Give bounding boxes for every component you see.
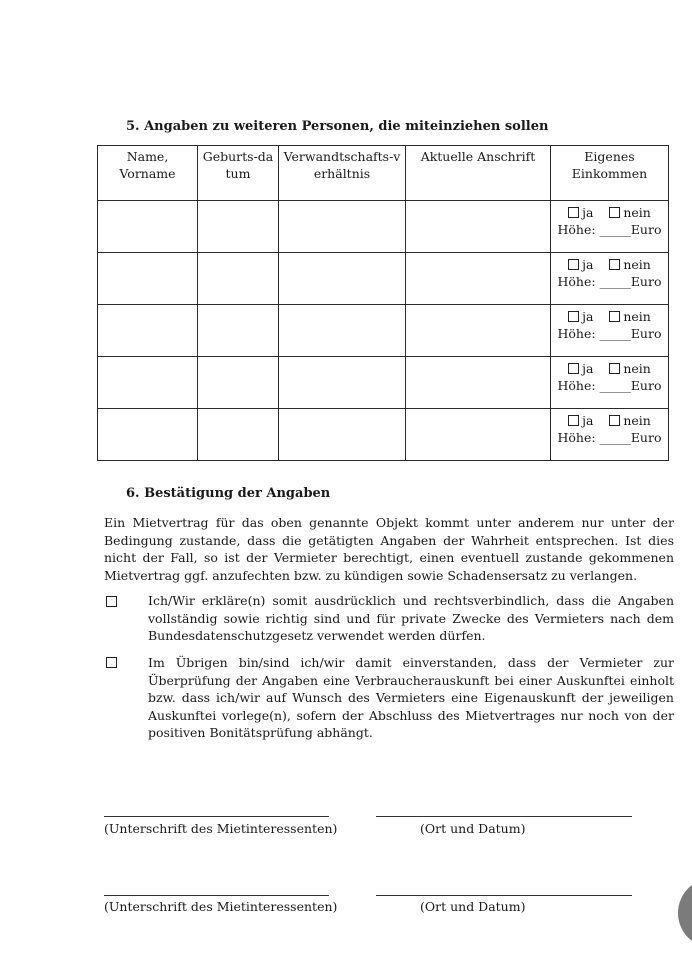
income-cell: ja nein Höhe: _____Euro [551, 201, 669, 253]
relationship-cell[interactable] [279, 409, 406, 461]
address-cell[interactable] [406, 253, 551, 305]
yes-checkbox[interactable] [568, 363, 579, 374]
yes-checkbox[interactable] [568, 207, 579, 218]
header-birthdate: Geburts-da tum [198, 146, 279, 201]
name-cell[interactable] [98, 357, 198, 409]
header-income: Eigenes Einkommen [551, 146, 669, 201]
consent-1-checkbox[interactable] [106, 596, 117, 607]
signature-label-1: (Unterschrift des Mietinteressenten) [104, 821, 338, 836]
address-cell[interactable] [406, 357, 551, 409]
signature-line-1[interactable] [104, 816, 329, 817]
table-row [98, 357, 669, 409]
table-row [98, 201, 669, 253]
date-line-1[interactable] [376, 816, 632, 817]
date-label-1: (Ort und Datum) [420, 821, 526, 836]
date-label-2: (Ort und Datum) [420, 899, 526, 914]
yes-checkbox[interactable] [568, 259, 579, 270]
amount-blank[interactable]: _____ [599, 326, 631, 341]
header-relationship: Verwandtschafts-v erhältnis [279, 146, 406, 201]
header-address: Aktuelle Anschrift [406, 146, 551, 201]
no-checkbox[interactable] [609, 259, 620, 270]
address-cell[interactable] [406, 305, 551, 357]
no-checkbox[interactable] [609, 363, 620, 374]
section-6-title: 6. Bestätigung der Angaben [126, 486, 331, 501]
amount-blank[interactable]: _____ [599, 430, 631, 445]
income-cell: ja nein Höhe: _____Euro [551, 253, 669, 305]
consent-2-checkbox[interactable] [106, 657, 117, 668]
relationship-cell[interactable] [279, 305, 406, 357]
income-cell: ja nein Höhe: _____Euro [551, 357, 669, 409]
floating-action-button[interactable] [678, 878, 692, 948]
table-header-row [98, 146, 669, 201]
address-cell[interactable] [406, 409, 551, 461]
income-cell: ja nein Höhe: _____Euro [551, 409, 669, 461]
consent-2-text: Im Übrigen bin/sind ich/wir damit einverstanden, dass der Vermieter zur Überprüfung der Angaben eine Verbraucherauskunft bei einer Auskunftei einholt bzw. dass ich/wir auf Wunsch des Vermieters eine Eigenauskunft der jeweiligen Auskunftei vorlege(n), sofern der Abschluss des Mietvertrages nur noch von der positiven Bonitätsprüfung abhängt. [148, 655, 674, 740]
address-cell[interactable] [406, 201, 551, 253]
header-name: Name, Vorname [98, 146, 198, 201]
birthdate-cell[interactable] [198, 357, 279, 409]
section-5-title: 5. Angaben zu weiteren Personen, die miteinziehen sollen [126, 119, 549, 134]
amount-blank[interactable]: _____ [599, 222, 631, 237]
relationship-cell[interactable] [279, 357, 406, 409]
yes-checkbox[interactable] [568, 415, 579, 426]
no-checkbox[interactable] [609, 207, 620, 218]
name-cell[interactable] [98, 305, 198, 357]
no-checkbox[interactable] [609, 415, 620, 426]
date-line-2[interactable] [376, 895, 632, 896]
persons-table [97, 145, 669, 461]
relationship-cell[interactable] [279, 253, 406, 305]
signature-line-2[interactable] [104, 895, 329, 896]
signature-label-2: (Unterschrift des Mietinteressenten) [104, 899, 338, 914]
income-cell: ja nein Höhe: _____Euro [551, 305, 669, 357]
no-checkbox[interactable] [609, 311, 620, 322]
birthdate-cell[interactable] [198, 409, 279, 461]
amount-blank[interactable]: _____ [599, 274, 631, 289]
birthdate-cell[interactable] [198, 253, 279, 305]
table-row [98, 409, 669, 461]
amount-blank[interactable]: _____ [599, 378, 631, 393]
name-cell[interactable] [98, 201, 198, 253]
birthdate-cell[interactable] [198, 305, 279, 357]
name-cell[interactable] [98, 409, 198, 461]
name-cell[interactable] [98, 253, 198, 305]
intro-paragraph: Ein Mietvertrag für das oben genannte Objekt kommt unter anderem nur unter der Bedingung zustande, dass die getätigten Angaben der Wahrheit entsprechen. Ist dies nicht der Fall, so ist der Vermieter berechtigt, einen eventuell zustande gekommenen Mietvertrag ggf. anzufechten bzw. zu kündigen sowie Schadensersatz zu verlangen. [104, 515, 674, 583]
birthdate-cell[interactable] [198, 201, 279, 253]
table-row [98, 305, 669, 357]
yes-checkbox[interactable] [568, 311, 579, 322]
consent-1-text: Ich/Wir erkläre(n) somit ausdrücklich und rechtsverbindlich, dass die Angaben vollständig sowie richtig sind und für private Zwecke des Vermieters nach dem Bundesdatenschutzgesetz verwendet werden dürfen. [148, 593, 674, 643]
table-row [98, 253, 669, 305]
relationship-cell[interactable] [279, 201, 406, 253]
